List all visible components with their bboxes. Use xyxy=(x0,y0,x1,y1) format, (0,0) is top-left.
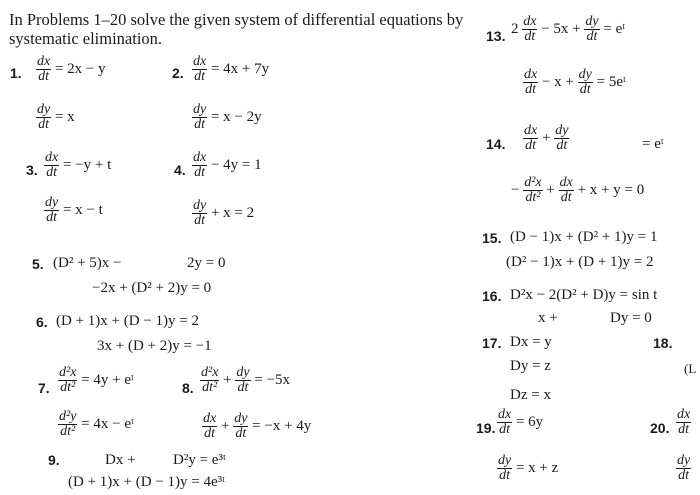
problem-3-eq1: $\frac{dx}{dt}$ = −y + t xyxy=(45,150,112,180)
problem-16-eq1: D²x − 2(D² + D)y = sin t xyxy=(510,287,658,303)
problem-4-number: 4. xyxy=(174,162,186,178)
problem-5-eq1: (D² + 5)x − xyxy=(53,255,122,271)
problem-6-number: 6. xyxy=(36,314,48,330)
problem-8-eq1: $\frac{\text{d²x}}{\text{dt²}}$ + $\frac{dy}{dt}$ = −5x xyxy=(201,365,291,395)
problem-18-number: 18. xyxy=(653,335,673,351)
problem-8-eq2: $\frac{dx}{dt}$ + $\frac{dy}{dt}$ = −x + 4y xyxy=(203,411,312,441)
problem-3-eq2: $\frac{dy}{dt}$ = x − t xyxy=(45,195,103,225)
problem-2-eq1: $\frac{dx}{dt}$ = 4x + 7y xyxy=(193,54,270,84)
problem-20-eq1-partial: $\frac{dx}{dt}$ xyxy=(677,407,691,437)
problem-13-eq2: $\frac{dx}{dt}$ − x + $\frac{dy}{dt}$ = 5eᵗ xyxy=(524,67,626,97)
problem-6-eq1: (D + 1)x + (D − 1)y = 2 xyxy=(56,313,199,329)
problem-15-eq2: (D² − 1)x + (D + 1)y = 2 xyxy=(506,254,654,270)
intro-line-1: In Problems 1–20 solve the given system of differential equations by xyxy=(9,10,464,29)
problem-9-eq2: (D + 1)x + (D − 1)y = 4e³ᵗ xyxy=(68,474,226,490)
problem-2-number: 2. xyxy=(172,65,184,81)
problem-7-number: 7. xyxy=(38,380,50,396)
problem-17-eq1: Dx = y xyxy=(510,334,552,350)
problem-7-eq2: $\frac{\text{d²y}}{\text{dt²}}$ = 4x − eᵗ xyxy=(59,409,134,439)
problem-4-eq1: $\frac{dx}{dt}$ − 4y = 1 xyxy=(193,150,262,180)
problem-15-number: 15. xyxy=(482,230,502,246)
problem-14-number: 14. xyxy=(486,136,506,152)
problem-9-eq1: Dx + xyxy=(105,452,136,468)
problem-1-number: 1. xyxy=(10,65,22,81)
problem-8-number: 8. xyxy=(182,380,194,396)
problem-5-eq1b: 2y = 0 xyxy=(187,255,226,271)
problem-9-number: 9. xyxy=(48,452,60,468)
problem-2-eq2: $\frac{dy}{dt}$ = x − 2y xyxy=(193,102,262,132)
problem-20-eq2-partial: $\frac{dy}{dt}$ xyxy=(677,453,691,483)
problem-16-number: 16. xyxy=(482,288,502,304)
problem-7-eq1: $\frac{\text{d²x}}{\text{dt²}}$ = 4y + eᵗ xyxy=(59,365,134,395)
problem-14-eq1b: = eᵗ xyxy=(642,136,664,152)
problem-5-eq2: −2x + (D² + 2)y = 0 xyxy=(92,280,212,296)
problem-14-eq1: $\frac{dx}{dt}$ + $\frac{dy}{dt}$ xyxy=(524,123,569,153)
problem-9-eq1b: D²y = e³ᵗ xyxy=(173,452,226,468)
problem-16-eq2a: x + xyxy=(538,310,558,326)
problem-19-eq1: $\frac{dx}{dt}$ = 6y xyxy=(498,407,544,437)
problem-1-eq1: $\frac{dx}{dt}$ = 2x − y xyxy=(37,54,106,84)
problem-5-number: 5. xyxy=(32,256,44,272)
intro-line-2: systematic elimination. xyxy=(9,29,163,48)
problem-3-number: 3. xyxy=(26,162,38,178)
problem-19-number: 19. xyxy=(476,420,496,436)
problem-13-number: 13. xyxy=(486,28,506,44)
problem-17-eq3: Dz = x xyxy=(510,387,551,403)
problem-4-eq2: $\frac{dy}{dt}$ + x = 2 xyxy=(193,198,255,228)
problem-20-number: 20. xyxy=(650,420,670,436)
problem-17-number: 17. xyxy=(482,335,502,351)
problem-14-eq2: − $\frac{\text{d²x}}{\text{dt²}}$ + $\frac{dx}{dt}$ + x + y = 0 xyxy=(511,175,645,205)
problem-16-eq2b: Dy = 0 xyxy=(610,310,652,326)
problem-13-eq1: 2 $\frac{dx}{dt}$ − 5x + $\frac{dy}{dt}$ = eᵗ xyxy=(511,14,626,44)
problem-17-eq2: Dy = z xyxy=(510,358,551,374)
problem-6-eq2: 3x + (D + 2)y = −1 xyxy=(97,338,212,354)
problem-15-eq1: (D − 1)x + (D² + 1)y = 1 xyxy=(510,229,658,245)
problem-18-partial: (L xyxy=(684,361,697,376)
problem-19-eq2: $\frac{dy}{dt}$ = x + z xyxy=(498,453,559,483)
problem-1-eq2: $\frac{dy}{dt}$ = x xyxy=(37,102,75,132)
